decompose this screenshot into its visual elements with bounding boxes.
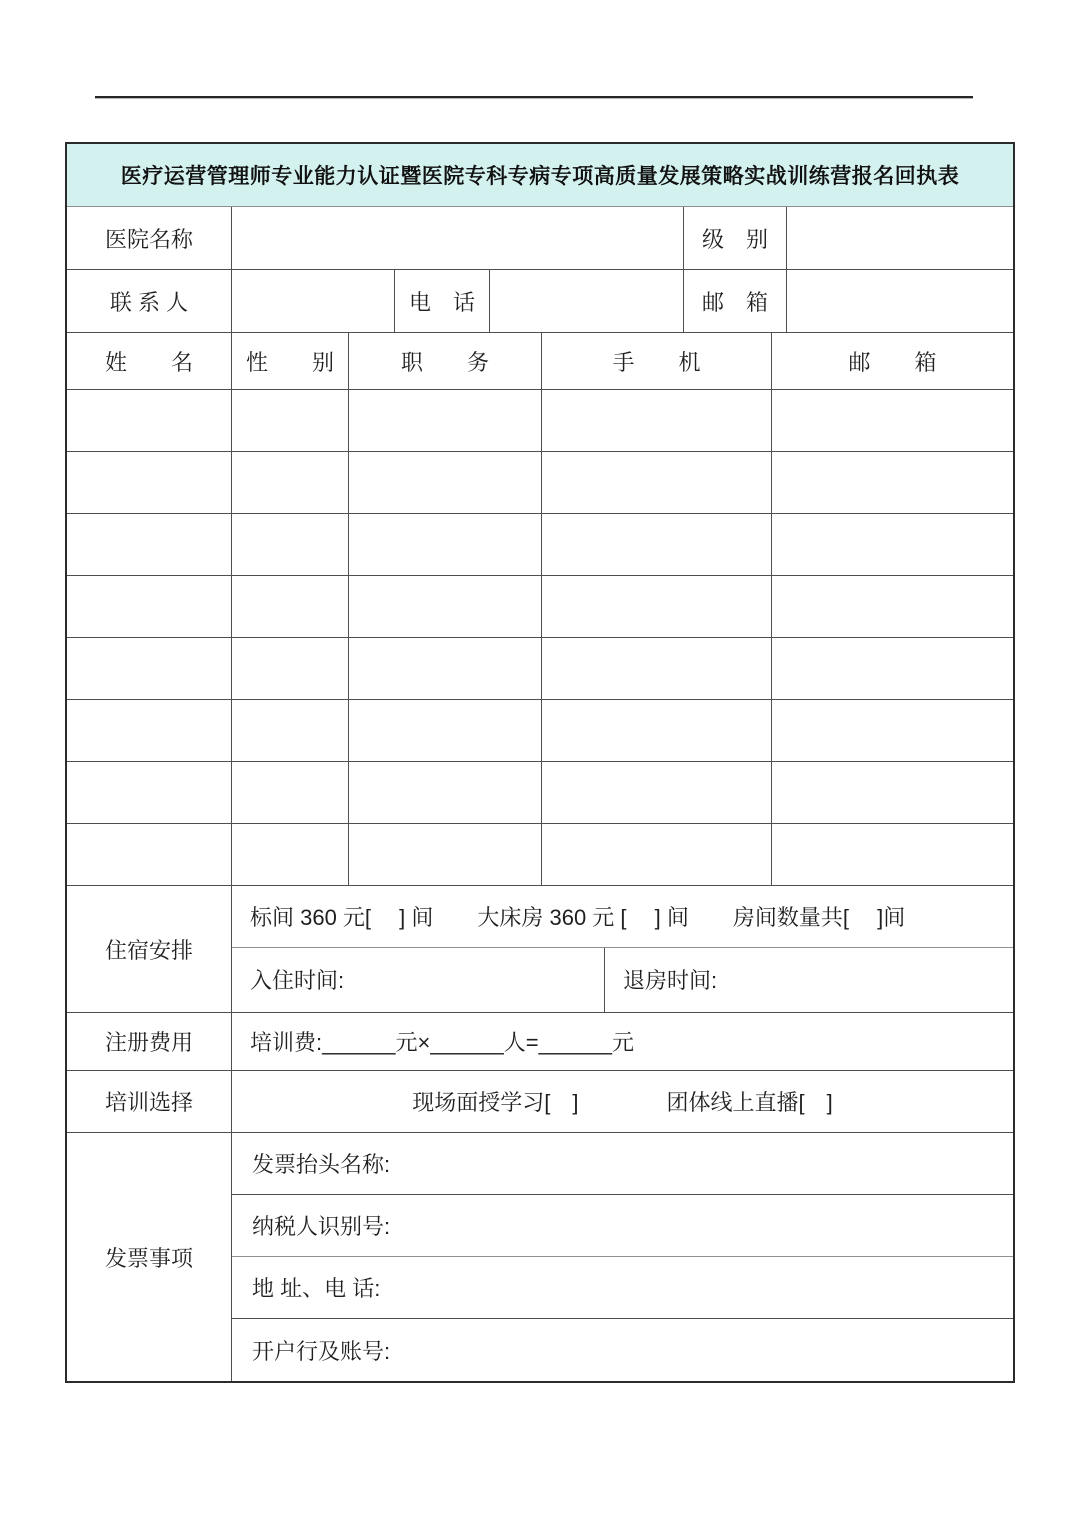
- roster-header-mobile: 手 机: [542, 333, 772, 389]
- roster-cell-title[interactable]: [349, 824, 542, 885]
- invoice-row-address: [232, 1257, 1013, 1319]
- roster-cell-mobile[interactable]: [542, 824, 772, 885]
- roster-cell-name[interactable]: [67, 452, 232, 513]
- invoice-row-taxid: [232, 1195, 1013, 1257]
- roster-cell-email[interactable]: [772, 700, 1013, 761]
- roster-cell-title[interactable]: [349, 762, 542, 823]
- form-title: 医疗运营管理师专业能力认证暨医院专科专病专项高质量发展策略实战训练营报名回执表: [120, 165, 960, 188]
- invoice-bank-field[interactable]: 开户行及账号:: [252, 1338, 391, 1364]
- roster-row: [67, 514, 1013, 576]
- roster-cell-gender[interactable]: [232, 452, 349, 513]
- contact-person-label: 联 系 人: [67, 270, 232, 332]
- roster-cell-email[interactable]: [772, 576, 1013, 637]
- roster-cell-name[interactable]: [67, 638, 232, 699]
- hospital-name-label: 医院名称: [67, 207, 232, 269]
- roster-cell-gender[interactable]: [232, 700, 349, 761]
- hospital-name-field[interactable]: [232, 207, 684, 269]
- invoice-taxid-field[interactable]: 纳税人识别号:: [252, 1214, 391, 1239]
- invoice-row-title: [232, 1133, 1013, 1195]
- roster-cell-email[interactable]: [772, 514, 1013, 575]
- roster-cell-gender[interactable]: [232, 514, 349, 575]
- accommodation-label: 住宿安排: [67, 886, 232, 1012]
- invoice-section: [67, 1133, 1013, 1381]
- roster-row: [67, 762, 1013, 824]
- roster-row: [67, 824, 1013, 886]
- checkin-checkout-row: [232, 948, 1013, 1012]
- roster-cell-title[interactable]: [349, 576, 542, 637]
- roster-cell-title[interactable]: [349, 700, 542, 761]
- roster-cell-email[interactable]: [772, 390, 1013, 451]
- contact-phone-field[interactable]: [490, 270, 684, 332]
- roster-cell-mobile[interactable]: [542, 390, 772, 451]
- registration-fee-line[interactable]: 培训费:______元×______人=______元: [250, 1030, 635, 1055]
- roster-cell-gender[interactable]: [232, 576, 349, 637]
- invoice-row-bank: [232, 1319, 1013, 1381]
- roster-cell-name[interactable]: [67, 390, 232, 451]
- invoice-title-field[interactable]: 发票抬头名称:: [252, 1152, 391, 1177]
- roster-cell-mobile[interactable]: [542, 514, 772, 575]
- roster-row: [67, 390, 1013, 452]
- contact-row: [67, 270, 1013, 333]
- roster-cell-title[interactable]: [349, 638, 542, 699]
- roster-cell-mobile[interactable]: [542, 576, 772, 637]
- roster-cell-mobile[interactable]: [542, 452, 772, 513]
- roster-cell-gender[interactable]: [232, 824, 349, 885]
- roster-cell-name[interactable]: [67, 576, 232, 637]
- roster-header-title: 职 务: [349, 333, 542, 389]
- roster-cell-email[interactable]: [772, 452, 1013, 513]
- training-choice-row: [67, 1071, 1013, 1133]
- contact-email-label: 邮 箱: [684, 270, 787, 332]
- contact-phone-label: 电 话: [395, 270, 490, 332]
- roster-cell-name[interactable]: [67, 824, 232, 885]
- form-title-row: [67, 144, 1013, 207]
- roster-cell-gender[interactable]: [232, 390, 349, 451]
- checkin-field[interactable]: 入住时间:: [232, 948, 605, 1012]
- top-rule: [95, 96, 973, 99]
- roster-cell-mobile[interactable]: [542, 638, 772, 699]
- roster-cell-name[interactable]: [67, 514, 232, 575]
- roster-cell-title[interactable]: [349, 390, 542, 451]
- roster-cell-name[interactable]: [67, 762, 232, 823]
- room-options-line[interactable]: 标间 360 元[ ] 间 大床房 360 元 [ ] 间 房间数量共[ ]间: [250, 904, 906, 930]
- hospital-level-field[interactable]: [787, 207, 1013, 269]
- training-choice-options[interactable]: 现场面授学习[ ] 团体线上直播[ ]: [412, 1090, 833, 1115]
- roster-row: [67, 576, 1013, 638]
- registration-form-table: [65, 142, 1015, 1383]
- roster-cell-title[interactable]: [349, 514, 542, 575]
- roster-cell-name[interactable]: [67, 700, 232, 761]
- roster-header-email: 邮 箱: [848, 349, 937, 375]
- accommodation-section: [67, 886, 1013, 1013]
- training-choice-label: 培训选择: [67, 1071, 232, 1132]
- roster-header-name: 姓 名: [67, 333, 232, 389]
- roster-cell-email[interactable]: [772, 824, 1013, 885]
- room-options-row: [232, 886, 1013, 948]
- invoice-label: 发票事项: [67, 1133, 232, 1381]
- invoice-address-field[interactable]: 地 址、电 话:: [252, 1276, 381, 1301]
- roster-row: [67, 452, 1013, 514]
- roster-header-gender: 性 别: [232, 333, 349, 389]
- roster-cell-gender[interactable]: [232, 638, 349, 699]
- roster-row: [67, 700, 1013, 762]
- roster-cell-mobile[interactable]: [542, 762, 772, 823]
- roster-cell-email[interactable]: [772, 762, 1013, 823]
- contact-person-field[interactable]: [232, 270, 395, 332]
- roster-cell-gender[interactable]: [232, 762, 349, 823]
- roster-cell-email[interactable]: [772, 638, 1013, 699]
- roster-header-row: [67, 333, 1013, 390]
- roster-cell-title[interactable]: [349, 452, 542, 513]
- accommodation-subrows: [232, 886, 1013, 1012]
- roster-cell-mobile[interactable]: [542, 700, 772, 761]
- hospital-level-label: 级 别: [684, 207, 787, 269]
- registration-fee-label: 注册费用: [67, 1013, 232, 1070]
- roster-row: [67, 638, 1013, 700]
- checkout-field[interactable]: 退房时间:: [623, 968, 718, 994]
- invoice-subrows: [232, 1133, 1013, 1381]
- hospital-row: [67, 207, 1013, 270]
- registration-fee-row: [67, 1013, 1013, 1071]
- contact-email-field[interactable]: [787, 270, 1013, 332]
